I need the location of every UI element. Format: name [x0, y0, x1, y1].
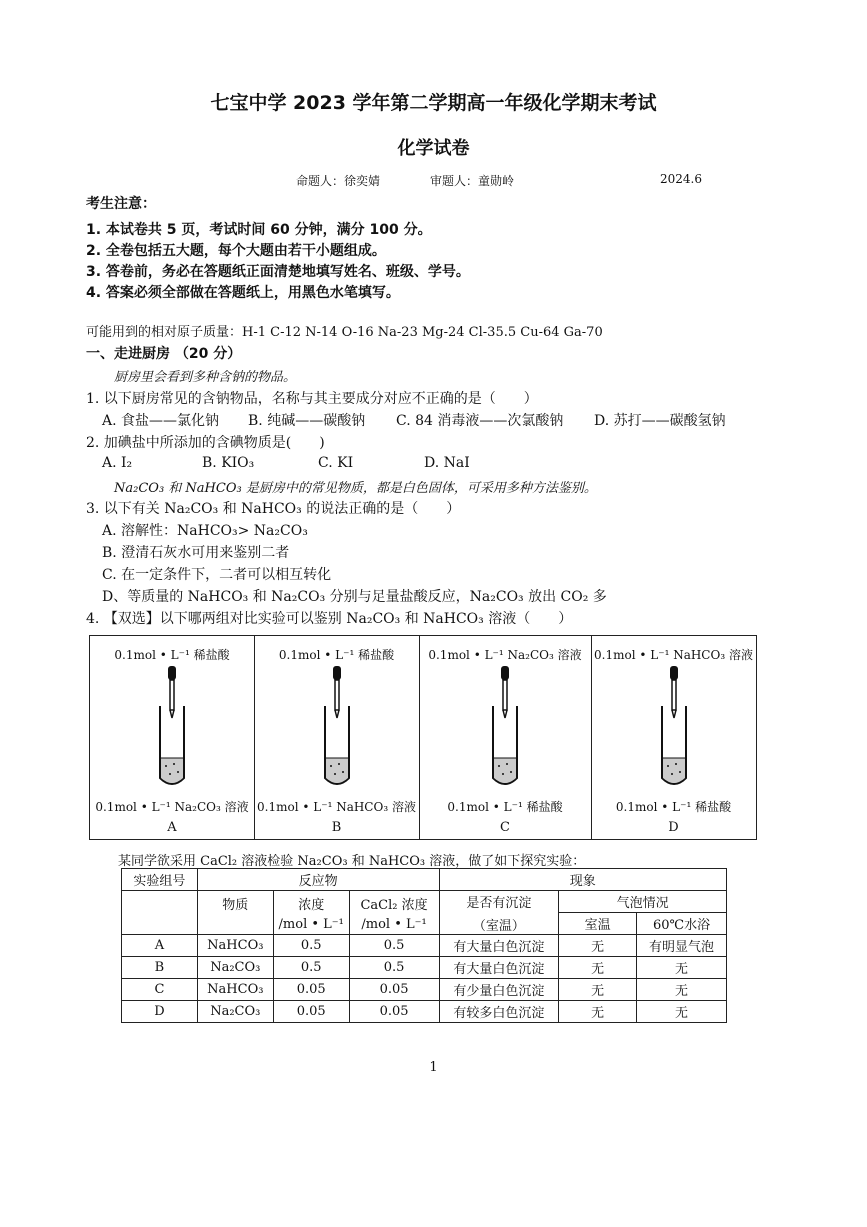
table-cell: 0.05 [349, 979, 439, 1001]
header-cacl2-unit: /mol • L⁻¹ [361, 916, 427, 932]
table-cell: 无 [637, 979, 727, 1001]
header-bubbles: 气泡情况 [559, 891, 727, 913]
q1-option-a: A. 食盐——氯化钠 [102, 413, 220, 429]
header-group: 实验组号 [122, 869, 198, 891]
table-cell: B [122, 957, 198, 979]
table-cell: 有少量白色沉淀 [439, 979, 559, 1001]
header-cacl2-conc [349, 891, 439, 935]
table-cell: 有大量白色沉淀 [439, 957, 559, 979]
header-empty [122, 891, 198, 935]
q3-option-a: A. 溶解性：NaHCO₃> Na₂CO₃ [102, 523, 308, 539]
apparatus-d [591, 636, 756, 839]
table-cell: Na₂CO₃ [197, 957, 273, 979]
question-2-stem: 2. 加碘盐中所添加的含碘物质是( ) [86, 435, 325, 451]
apparatus-letter: A [167, 820, 177, 835]
experiment-table [121, 868, 727, 1023]
table-cell: Na₂CO₃ [197, 1001, 273, 1023]
header-conc-unit: /mol • L⁻¹ [278, 916, 344, 932]
notes-heading: 考生注意： [86, 196, 156, 212]
table-cell: 无 [637, 957, 727, 979]
exam-title: 七宝中学 2023 学年第二学期高一年级化学期末考试 [210, 92, 657, 114]
table-cell: 无 [559, 935, 637, 957]
note-item: 3. 答卷前，务必在答题纸正面清楚地填写姓名、班级、学号。 [86, 264, 470, 280]
note-item: 1. 本试卷共 5 页，考试时间 60 分钟，满分 100 分。 [86, 222, 432, 238]
table-cell: 0.05 [273, 979, 349, 1001]
apparatus-bottom-label: 0.1mol • L⁻¹ Na₂CO₃ 溶液 [95, 800, 249, 814]
apparatus-letter: B [331, 820, 342, 835]
header-precip [439, 891, 559, 935]
section-intro: 厨房里会看到多种含钠的物品。 [114, 370, 297, 385]
table-cell: 0.5 [349, 935, 439, 957]
question-1-stem: 1. 以下厨房常见的含钠物品，名称与其主要成分对应不正确的是（ ） [86, 391, 538, 407]
q3-option-c: C. 在一定条件下，二者可以相互转化 [102, 567, 332, 583]
author: 命题人：徐奕婧 [296, 174, 381, 188]
table-cell: 有较多白色沉淀 [439, 1001, 559, 1023]
header-cacl2-label: CaCl₂ 浓度 [360, 897, 428, 913]
q3-option-b: B. 澄清石灰水可用来鉴别二者 [102, 545, 290, 561]
note-item: 2. 全卷包括五大题，每个大题由若干小题组成。 [86, 243, 386, 259]
apparatus-top-label: 0.1mol • L⁻¹ 稀盐酸 [278, 648, 395, 662]
q1-option-c: C. 84 消毒液——次氯酸钠 [396, 413, 564, 429]
exam-subtitle: 化学试卷 [397, 138, 470, 159]
apparatus-panel [89, 635, 757, 840]
section-heading: 一、走进厨房 （20 分） [86, 346, 242, 362]
table-row [122, 1001, 727, 1023]
apparatus-a [90, 636, 255, 839]
table-cell: 无 [559, 1001, 637, 1023]
header-conc-label: 浓度 [298, 897, 325, 913]
apparatus-top-label: 0.1mol • L⁻¹ Na₂CO₃ 溶液 [428, 648, 582, 662]
table-cell: NaHCO₃ [197, 979, 273, 1001]
q2-option-b: B. KIO₃ [202, 455, 255, 471]
table-row [122, 979, 727, 1001]
table-cell: D [122, 1001, 198, 1023]
exam-date: 2024.6 [660, 172, 702, 186]
apparatus-b [254, 636, 420, 839]
header-water-bath: 60℃水浴 [637, 913, 727, 935]
reviewer: 审题人：童勋岭 [430, 174, 515, 188]
table-cell: 无 [559, 957, 637, 979]
apparatus-letter: D [668, 820, 679, 835]
table-cell: NaHCO₃ [197, 935, 273, 957]
question-4-stem: 4. 【双选】以下哪两组对比实验可以鉴别 Na₂CO₃ 和 NaHCO₃ 溶液（ ） [86, 611, 573, 627]
header-substance: 物质 [197, 891, 273, 935]
table-cell: 无 [559, 979, 637, 1001]
test-tube-dropper-icon [152, 666, 192, 788]
table-cell: 有大量白色沉淀 [439, 935, 559, 957]
apparatus-bottom-label: 0.1mol • L⁻¹ 稀盐酸 [447, 800, 563, 814]
note-item: 4. 答案必须全部做在答题纸上，用黑色水笔填写。 [86, 285, 400, 301]
table-cell: 无 [637, 1001, 727, 1023]
test-tube-dropper-icon [485, 666, 525, 788]
table-cell: 0.5 [273, 935, 349, 957]
atomic-masses: 可能用到的相对原子质量：H-1 C-12 N-14 O-16 Na-23 Mg-24 Cl-35.5 Cu-64 Ga-70 [86, 325, 603, 340]
header-reactants: 反应物 [197, 869, 439, 891]
table-row [122, 957, 727, 979]
table-cell: 0.05 [349, 1001, 439, 1023]
experiment-intro: 某同学欲采用 CaCl₂ 溶液检验 Na₂CO₃ 和 NaHCO₃ 溶液，做了如下探究实验： [118, 854, 586, 869]
test-tube-dropper-icon [654, 666, 694, 788]
table-cell: C [122, 979, 198, 1001]
header-conc [273, 891, 349, 935]
header-precip-label: 是否有沉淀 [466, 895, 532, 911]
table-cell: 0.5 [273, 957, 349, 979]
apparatus-top-label: 0.1mol • L⁻¹ 稀盐酸 [114, 648, 230, 662]
table-cell: 0.05 [273, 1001, 349, 1023]
test-tube-dropper-icon [317, 666, 357, 788]
header-precip-note: （室温） [472, 918, 525, 934]
q2-option-d: D. NaI [424, 455, 470, 471]
q3-option-d: D、等质量的 NaHCO₃ 和 Na₂CO₃ 分别与足量盐酸反应，Na₂CO₃ 放出 CO₂ 多 [102, 589, 607, 605]
apparatus-bottom-label: 0.1mol • L⁻¹ NaHCO₃ 溶液 [257, 800, 416, 814]
table-row [122, 935, 727, 957]
header-phenomena: 现象 [439, 869, 727, 891]
question-3-stem: 3. 以下有关 Na₂CO₃ 和 NaHCO₃ 的说法正确的是（ ） [86, 501, 461, 517]
q1-option-b: B. 纯碱——碳酸钠 [248, 413, 366, 429]
context-text: Na₂CO₃ 和 NaHCO₃ 是厨房中的常见物质，都是白色固体，可采用多种方法鉴别。 [114, 481, 597, 496]
table-cell: A [122, 935, 198, 957]
apparatus-bottom-label: 0.1mol • L⁻¹ 稀盐酸 [615, 800, 732, 814]
q2-option-a: A. I₂ [102, 455, 133, 471]
apparatus-letter: C [500, 820, 510, 835]
table-cell: 0.5 [349, 957, 439, 979]
q1-option-d: D. 苏打——碳酸氢钠 [594, 413, 726, 429]
q2-option-c: C. KI [318, 455, 354, 471]
header-room-temp: 室温 [559, 913, 637, 935]
apparatus-c [419, 636, 592, 839]
table-cell: 有明显气泡 [637, 935, 727, 957]
page-number: 1 [429, 1060, 438, 1075]
apparatus-top-label: 0.1mol • L⁻¹ NaHCO₃ 溶液 [594, 648, 753, 662]
